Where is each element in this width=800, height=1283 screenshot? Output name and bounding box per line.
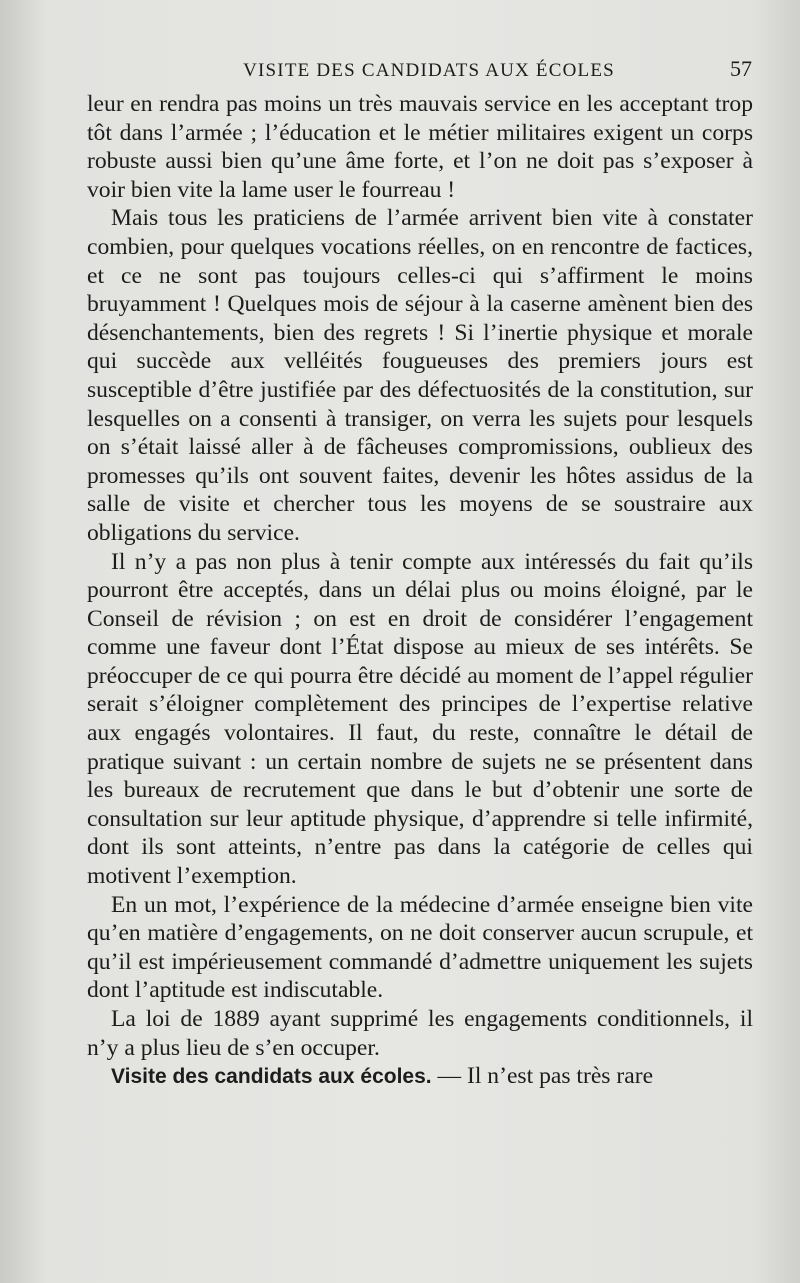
- section-heading: Visite des candidats aux écoles.: [111, 1065, 432, 1089]
- section-text: — Il n’est pas très rare: [431, 1063, 654, 1090]
- paragraph: Mais tous les praticiens de l’armée arrivent bien vite à constater combien, pour quelques vocations réelles, on en rencontre de factices, et ce ne sont pas toujours celles-ci qui s’affirment le moins bruyamment ! Quelques mois de séjour à la caserne amènent bien des désenchantements, bien des regrets ! Si l’inertie physique et morale qui succède aux velléités fougueuses des premiers jours est susceptible d’être justifiée par des défectuosités de la constitution, sur lesquelles on a consenti à transiger, on verra les sujets pour lesquels on s’était laissé aller à de fâcheuses compromissions, oublieux des promesses qu’ils ont souvent faites, devenir les hôtes assidus de la salle de visite et chercher tous les moyens de se soustraire aux obligations du service.: [87, 205, 753, 546]
- paragraph: En un mot, l’expérience de la médecine d’armée enseigne bien vite qu’en matière d’engagements, on ne doit conserver aucun scrupule, et qu’il est impérieusement commandé d’admettre uniquement les sujets dont l’aptitude est indiscutable.: [87, 891, 753, 1004]
- page-number: 57: [730, 56, 752, 81]
- paragraph-continued: leur en rendra pas moins un très mauvais service en les acceptant trop tôt dans l’armée ; l’éducation et le métier militaires exigent un corps robuste aussi bien qu’une âme forte, et l’on ne doit pas s’exposer à voir bien vite la lame user le fourreau !: [87, 91, 753, 203]
- section-paragraph: [87, 1062, 753, 1092]
- paragraph: La loi de 1889 ayant supprimé les engagements conditionnels, il n’y a plus lieu de s’en occuper.: [87, 1006, 753, 1061]
- paragraph: Il n’y a pas non plus à tenir compte aux intéressés du fait qu’ils pourront être acceptés, dans un délai plus ou moins éloigné, par le Conseil de révision ; on est en droit de considérer l’engagement comme une faveur dont l’État dispose au mieux de ses intérêts. Se préoccuper de ce qui pourra être décidé au moment de l’appel régulier serait s’éloigner complètement des principes de l’expertise relative aux engagés volontaires. Il faut, du reste, connaître le détail de pratique suivant : un certain nombre de sujets ne se présentent dans les bureaux de recrutement que dans le but d’obtenir une sorte de consultation sur leur aptitude physique, d’apprendre si telle infirmité, dont ils sont atteints, n’entre pas dans la catégorie de celles qui motivent l’exemption.: [87, 548, 753, 890]
- body-text: [87, 90, 753, 1092]
- running-head: VISITE DES CANDIDATS AUX ÉCOLES: [243, 60, 615, 81]
- page-header: [88, 56, 752, 86]
